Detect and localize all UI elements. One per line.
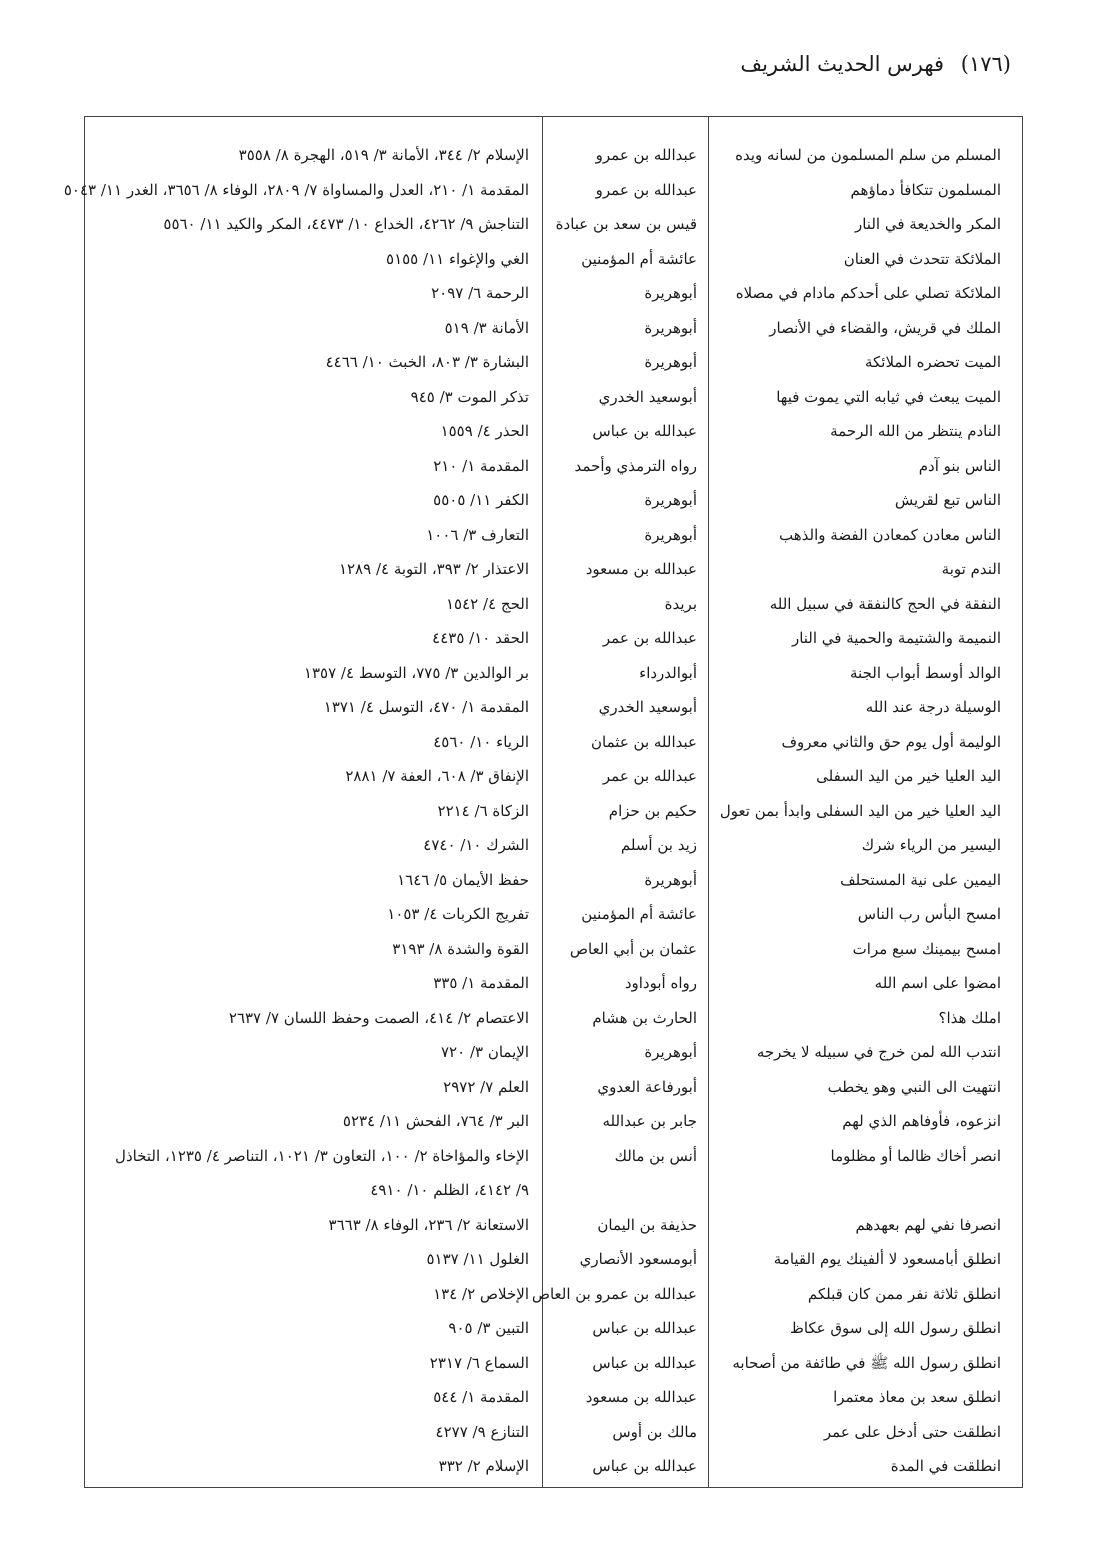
hadith-text: انطلق أبامسعود لا ألفينك يوم القيامة	[773, 1250, 1001, 1268]
narrator: رواه الترمذي وأحمد	[574, 456, 697, 475]
index-table-rows	[63, 138, 1023, 1484]
references: الإخلاص ٢/ ١٣٤	[433, 1284, 529, 1303]
narrator: أبوهريرة	[644, 491, 697, 509]
hadith-text: اليمين على نية المستحلف	[840, 870, 1001, 889]
hadith-text: النادم ينتظر من الله الرحمة	[830, 422, 1001, 440]
hadith-text: النفقة في الحج كالنفقة في سبيل الله	[769, 594, 1001, 613]
narrator: عبدالله بن عمرو بن العاص	[531, 1284, 697, 1303]
narrator: عثمان بن أبي العاص	[569, 939, 697, 958]
narrator: عائشة أم المؤمنين	[581, 905, 697, 923]
references: السماع ٦/ ٢٣١٧	[429, 1353, 529, 1372]
table-row	[84, 828, 1023, 863]
table-row	[84, 725, 1023, 760]
narrator: أبوهريرة	[644, 353, 697, 371]
references: المقدمة ١/ ٢١٠	[433, 456, 529, 475]
narrator: عبدالله بن عباس	[592, 1319, 697, 1337]
references: التعارف ٣/ ١٠٠٦	[426, 525, 529, 544]
table-row	[84, 242, 1023, 277]
table-row	[84, 414, 1023, 449]
hadith-text: الوالد أوسط أبواب الجنة	[850, 663, 1001, 682]
narrator: زيد بن أسلم	[620, 836, 697, 854]
narrator: عبدالله بن عمرو	[595, 180, 697, 199]
narrator: عبدالله بن عمر	[602, 629, 697, 647]
references: الحج ٤/ ١٥٤٢	[446, 594, 529, 613]
hadith-text: النميمة والشتيمة والحمية في النار	[791, 629, 1001, 647]
references: التنازع ٩/ ٤٢٧٧	[435, 1422, 529, 1441]
table-row	[63, 173, 1023, 208]
narrator: جابر بن عبدالله	[602, 1112, 697, 1130]
references: العلم ٧/ ٢٩٧٢	[443, 1077, 529, 1096]
table-row	[84, 794, 1023, 829]
narrator: مالك بن أوس	[612, 1422, 697, 1441]
hadith-text: اليد العليا خير من اليد السفلى	[816, 767, 1001, 785]
narrator: رواه أبوداود	[624, 974, 697, 992]
hadith-text: اليسير من الرياء شرك	[861, 836, 1001, 854]
table-row	[84, 276, 1023, 311]
table-row	[84, 345, 1023, 380]
narrator: عبدالله بن مسعود	[585, 560, 697, 578]
references: المقدمة ١/ ٥٤٤	[433, 1388, 529, 1406]
table-row	[84, 656, 1023, 691]
narrator: أبوهريرة	[644, 870, 697, 889]
references: القوة والشدة ٨/ ٣١٩٣	[392, 939, 529, 958]
table-row	[84, 1380, 1023, 1415]
narrator: عبدالله بن عباس	[592, 1457, 697, 1475]
table-row	[84, 1173, 1023, 1208]
references: المقدمة ١/ ٣٣٥	[433, 974, 529, 992]
references: الإسلام ٢/ ٣٤٤، الأمانة ٣/ ٥١٩، الهجرة ٨/ ٣٥٥٨	[238, 146, 529, 164]
table-row	[84, 1035, 1023, 1070]
hadith-text: انطلق رسول الله ﷺ في طائفة من أصحابه	[732, 1353, 1001, 1372]
table-row	[84, 1104, 1023, 1139]
hadith-text: الناس بنو آدم	[918, 456, 1001, 475]
hadith-text: الندم توبة	[941, 560, 1001, 578]
table-row	[84, 449, 1023, 484]
references: الزكاة ٦/ ٢٢١٤	[437, 801, 529, 820]
references: الغلول ١١/ ٥١٣٧	[426, 1250, 529, 1268]
page-header	[740, 52, 1011, 76]
hadith-text: انطلق سعد بن معاذ معتمرا	[833, 1388, 1001, 1406]
table-row	[84, 483, 1023, 518]
narrator: عبدالله بن عمر	[602, 767, 697, 785]
narrator: أبوالدرداء	[639, 663, 697, 682]
table-row	[84, 552, 1023, 587]
narrator: أنس بن مالك	[614, 1146, 697, 1165]
references: التناجش ٩/ ٤٢٦٢، الخداع ١٠/ ٤٤٧٣، المكر والكيد ١١/ ٥٥٦٠	[163, 215, 529, 233]
narrator: حكيم بن حزام	[608, 801, 697, 820]
page-title: فهرس الحديث الشريف	[740, 52, 945, 76]
narrator: أبوهريرة	[644, 284, 697, 302]
hadith-text: الوليمة أول يوم حق والثاني معروف	[781, 732, 1001, 751]
references: تفريج الكربات ٤/ ١٠٥٣	[387, 905, 529, 923]
narrator: عبدالله بن عباس	[592, 422, 697, 440]
narrator: عائشة أم المؤمنين	[581, 249, 697, 268]
table-row	[84, 690, 1023, 725]
table-row	[84, 587, 1023, 622]
narrator: حذيفة بن اليمان	[597, 1215, 697, 1234]
table-row	[84, 207, 1023, 242]
hadith-text: انطلقت حتى أدخل على عمر	[823, 1422, 1001, 1441]
hadith-text: انصرفا نفي لهم بعهدهم	[855, 1215, 1001, 1234]
references: الإسلام ٢/ ٣٣٢	[438, 1457, 529, 1475]
narrator: أبوسعيد الخدري	[598, 387, 697, 406]
table-row	[84, 1415, 1023, 1450]
references: بر الوالدين ٣/ ٧٧٥، التوسط ٤/ ١٣٥٧	[303, 663, 529, 682]
narrator: عبدالله بن مسعود	[585, 1388, 697, 1406]
narrator: أبوهريرة	[644, 318, 697, 337]
hadith-text: امسح بيمينك سبع مرات	[852, 939, 1001, 958]
narrator: عبدالله بن عمرو	[595, 146, 697, 164]
table-row	[84, 1139, 1023, 1174]
table-row	[84, 621, 1023, 656]
table-row	[84, 759, 1023, 794]
table-row	[84, 1346, 1023, 1381]
hadith-text: امسح البأس رب الناس	[857, 905, 1001, 923]
references: المقدمة ١/ ٤٧٠، التوسل ٤/ ١٣٧١	[323, 698, 529, 716]
references: المقدمة ١/ ٢١٠، العدل والمساواة ٧/ ٢٨٠٩، الوفاء ٨/ ٣٦٥٦، الغدر ١١/ ٥٠٤٣	[63, 180, 529, 199]
table-row	[84, 138, 1023, 173]
narrator: أبوسعيد الخدري	[598, 698, 697, 716]
table-row	[84, 1449, 1023, 1484]
narrator: عبدالله بن عباس	[592, 1353, 697, 1372]
narrator: عبدالله بن عثمان	[591, 732, 697, 751]
references: الكفر ١١/ ٥٥٠٥	[433, 491, 529, 509]
table-row	[84, 1001, 1023, 1036]
page-number: (١٧٦)	[960, 52, 1011, 76]
references: الأمانة ٣/ ٥١٩	[444, 318, 529, 337]
hadith-text: الناس تبع لقريش	[894, 491, 1001, 509]
hadith-text: انصر أخاك ظالما أو مظلوما	[830, 1146, 1001, 1165]
hadith-text: املك هذا؟	[938, 1008, 1001, 1027]
references: الاستعانة ٢/ ٢٣٦، الوفاء ٨/ ٣٦٦٣	[328, 1215, 529, 1234]
references: الإيمان ٣/ ٧٢٠	[441, 1043, 529, 1061]
references: البر ٣/ ٧٦٤، الفحش ١١/ ٥٢٣٤	[342, 1112, 529, 1130]
hadith-text: اليد العليا خير من اليد السفلى وابدأ بمن تعول	[719, 801, 1001, 820]
hadith-text: المكر والخديعة في النار	[854, 215, 1001, 233]
narrator: بريدة	[664, 594, 697, 613]
references: الشرك ١٠/ ٤٧٤٠	[423, 836, 529, 854]
hadith-text: انطلقت في المدة	[890, 1457, 1001, 1475]
hadith-text: الملائكة تصلي على أحدكم مادام في مصلاه	[735, 284, 1001, 302]
narrator: أبوهريرة	[644, 525, 697, 544]
table-row	[84, 932, 1023, 967]
references: حفظ الأيمان ٥/ ١٦٤٦	[397, 870, 529, 889]
hadith-text: الناس معادن كمعادن الفضة والذهب	[779, 525, 1001, 544]
table-row	[84, 1070, 1023, 1105]
hadith-text: الملائكة تتحدث في العنان	[843, 249, 1001, 268]
references: الحذر ٤/ ١٥٥٩	[440, 422, 529, 440]
hadith-text: انتدب الله لمن خرج في سبيله لا يخرجه	[756, 1043, 1001, 1061]
table-row	[84, 1277, 1023, 1312]
hadith-text: الميت تحضره الملائكة	[864, 353, 1001, 371]
references: الاعتذار ٢/ ٣٩٣، التوبة ٤/ ١٢٨٩	[338, 560, 529, 578]
references: الإخاء والمؤاخاة ٢/ ١٠٠، التعاون ٣/ ١٠٢١، التناصر ٤/ ١٢٣٥، التخاذل	[115, 1146, 529, 1165]
table-row	[84, 1311, 1023, 1346]
table-row	[84, 1242, 1023, 1277]
narrator: قيس بن سعد بن عبادة	[555, 215, 697, 233]
hadith-text: المسلمون تتكافأ دماؤهم	[850, 180, 1001, 199]
references: الرياء ١٠/ ٤٥٦٠	[433, 732, 529, 751]
hadith-text: الملك في قريش، والقضاء في الأنصار	[769, 318, 1001, 337]
references: الإنفاق ٣/ ٦٠٨، العفة ٧/ ٢٨٨١	[345, 767, 529, 785]
table-row	[84, 518, 1023, 553]
narrator: أبوهريرة	[644, 1043, 697, 1061]
references: التبين ٣/ ٩٠٥	[448, 1319, 529, 1337]
narrator: أبومسعود الأنصاري	[579, 1250, 697, 1268]
hadith-text: انطلق رسول الله إلى سوق عكاظ	[789, 1319, 1001, 1337]
narrator: أبورفاعة العدوي	[597, 1077, 697, 1096]
hadith-text: الوسيلة درجة عند الله	[865, 698, 1001, 716]
references: الرحمة ٦/ ٢٠٩٧	[431, 284, 529, 302]
hadith-text: انطلق ثلاثة نفر ممن كان قبلكم	[807, 1284, 1001, 1303]
table-row	[84, 897, 1023, 932]
table-row	[84, 1208, 1023, 1243]
references: ٩/ ٤١٤٢، الظلم ١٠/ ٤٩١٠	[370, 1181, 529, 1199]
table-row	[84, 863, 1023, 898]
table-row	[84, 311, 1023, 346]
hadith-text: انتهيت الى النبي وهو يخطب	[827, 1077, 1001, 1096]
references: الحقد ١٠/ ٤٤٣٥	[432, 629, 529, 647]
table-row	[84, 966, 1023, 1001]
references: تذكر الموت ٣/ ٩٤٥	[410, 387, 529, 406]
table-row	[84, 380, 1023, 415]
hadith-text: الميت يبعث في ثيابه التي يموت فيها	[776, 387, 1001, 406]
references: الاعتصام ٢/ ٤١٤، الصمت وحفظ اللسان ٧/ ٢٦٣٧	[228, 1008, 529, 1027]
hadith-text: انزعوه، فأوفاهم الذي لهم	[842, 1112, 1001, 1130]
references: الغي والإغواء ١١/ ٥١٥٥	[386, 249, 529, 268]
references: البشارة ٣/ ٨٠٣، الخبث ١٠/ ٤٤٦٦	[325, 353, 529, 371]
narrator: الحارث بن هشام	[592, 1008, 697, 1027]
hadith-text: امضوا على اسم الله	[874, 974, 1001, 992]
hadith-text: المسلم من سلم المسلمون من لسانه ويده	[735, 146, 1001, 164]
